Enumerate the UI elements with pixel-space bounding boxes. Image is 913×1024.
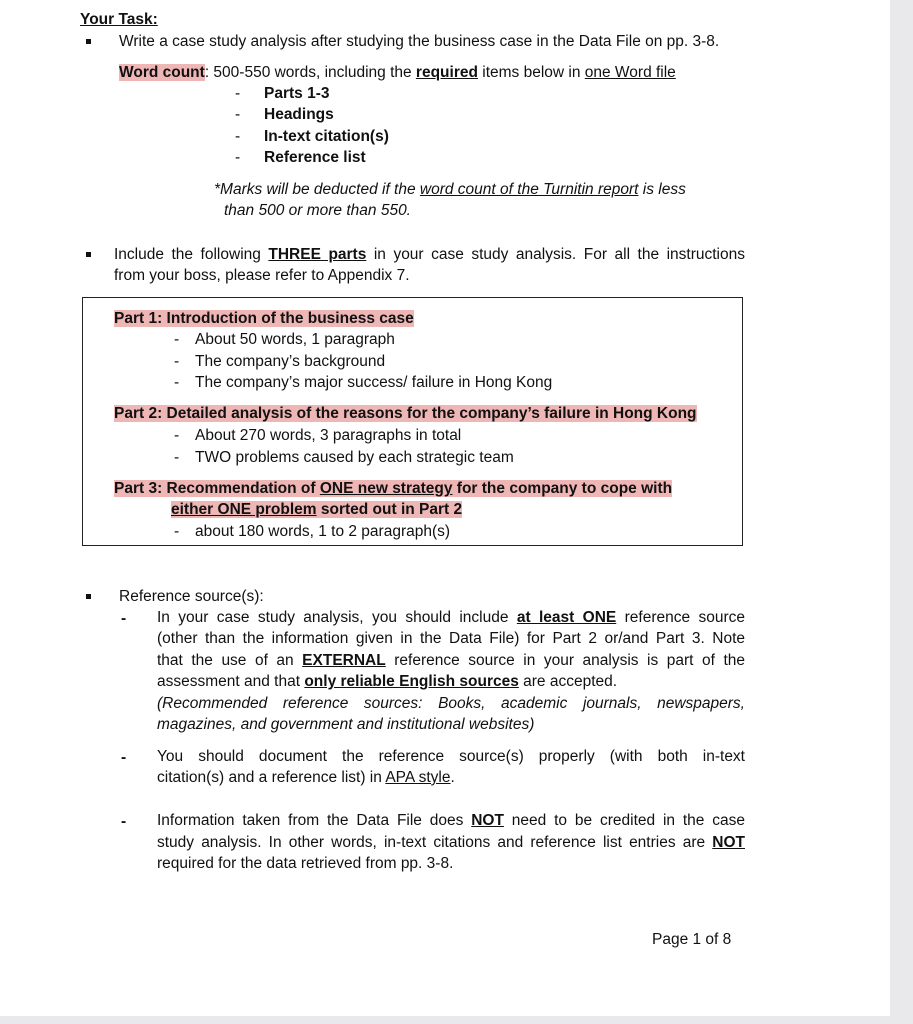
ref-p3-line1: Information taken from the Data File does NOT need to be credited in the case [157,812,745,829]
task2-line1: Include the following THREE parts in your case study analysis. For all the instructions [114,246,745,263]
list-item: About 270 words, 3 paragraphs in total [195,427,462,444]
ref-p1-line4: assessment and that only reliable English sources are accepted. [157,673,618,690]
list-item: In-text citation(s) [264,128,389,145]
ref-p1-line5: (Recommended reference sources: Books, academic journals, newspapers, [157,695,745,712]
list-item: Headings [264,106,334,123]
ref-p1-line2: (other than the information given in the Data File) for Part 2 or/and Part 3. Note [157,630,745,647]
bullet-icon [86,594,91,599]
list-item: Parts 1-3 [264,85,330,102]
list-item: The company’s background [195,353,386,370]
task1-text: Write a case study analysis after studying the business case in the Data File on pp. 3-8. [119,33,720,50]
deduction-note: *Marks will be deducted if the word count of the Turnitin report is less [214,181,686,198]
list-item: Reference list [264,149,366,166]
page-number: Page 1 of 8 [652,931,732,948]
document-page: Your Task: Write a case study analysis after studying the business case in the Data File on pp. 3-8. Word count: 500-550 words, including the required items below in one Word file - Parts 1-3 - Headings - In-text citation(s) - Reference list *Marks will be deducted if the word count of the Turnitin report is less than 500 or more than 550. Include the following THREE parts in your case study analysis. For all the instructions from your boss, please refer to Appendix 7. Part 1: Introduction of the business case - About 50 words, 1 paragraph - The company’s background - The company’s major success/ failure in Hong Kong Part 2: Detailed analysis of the reasons for the company’s failure in Hong Kong - About 270 words, 3 paragraphs in total - TWO problems caused by each strategic team Part 3: Recommendation of ONE new strategy for the company to cope with either ONE problem sorted out in Part 2 - about 180 words, 1 to 2 paragraph(s) Reference source(s): - In your case study analysis, you should include at least ONE reference source (other than the information given in the Data File) for Part 2 or/and Part 3. Note that the use of an EXTERNAL reference source in your analysis is part of the assessment and that only reliable English sources are accepted. (Recommended reference sources: Books, academic journals, newspapers, magazines, and government and institutional websites) - You should document the reference source(s) properly (with both in-text citation(s) and a reference list) in APA style. - Information taken from the Data File does NOT need to be credited in the case study analysis. In other words, in-text citations and reference list entries are NOT required for the data retrieved from pp. 3-8. Page 1 of 8 [0,0,890,1016]
list-item: TWO problems caused by each strategic team [195,449,514,466]
ref-p2-line1: You should document the reference source(s) properly (with both in-text [157,748,745,765]
ref-p1-line3: that the use of an EXTERNAL reference source in your analysis is part of the [157,652,745,669]
list-item: About 50 words, 1 paragraph [195,331,395,348]
list-item: about 180 words, 1 to 2 paragraph(s) [195,523,451,540]
bullet-icon [86,39,91,44]
ref-p3-line3: required for the data retrieved from pp. 3-8. [157,855,454,872]
part3-title-line2: either ONE problem sorted out in Part 2 [171,501,463,518]
deduction-note-line2: than 500 or more than 550. [224,202,411,219]
task-heading: Your Task: [80,11,158,28]
ref-p1-line1: In your case study analysis, you should include at least ONE reference source [157,609,745,626]
ref-p1-line6: magazines, and government and institutional websites) [157,716,535,733]
word-count-label: Word count [119,64,205,81]
list-item: The company’s major success/ failure in Hong Kong [195,374,553,391]
part3-title: Part 3: Recommendation of ONE new strategy for the company to cope with [114,480,673,497]
part1-title: Part 1: Introduction of the business case [114,310,414,327]
ref-p2-line2: citation(s) and a reference list) in APA style. [157,769,455,786]
bullet-icon [86,252,91,257]
word-count-line: Word count: 500-550 words, including the required items below in one Word file [119,64,676,81]
task2-line2: from your boss, please refer to Appendix 7. [114,267,410,284]
ref-p3-line2: study analysis. In other words, in-text citations and reference list entries are NOT [157,834,745,851]
references-heading: Reference source(s): [119,588,264,605]
part2-title: Part 2: Detailed analysis of the reasons for the company’s failure in Hong Kong [114,405,697,422]
